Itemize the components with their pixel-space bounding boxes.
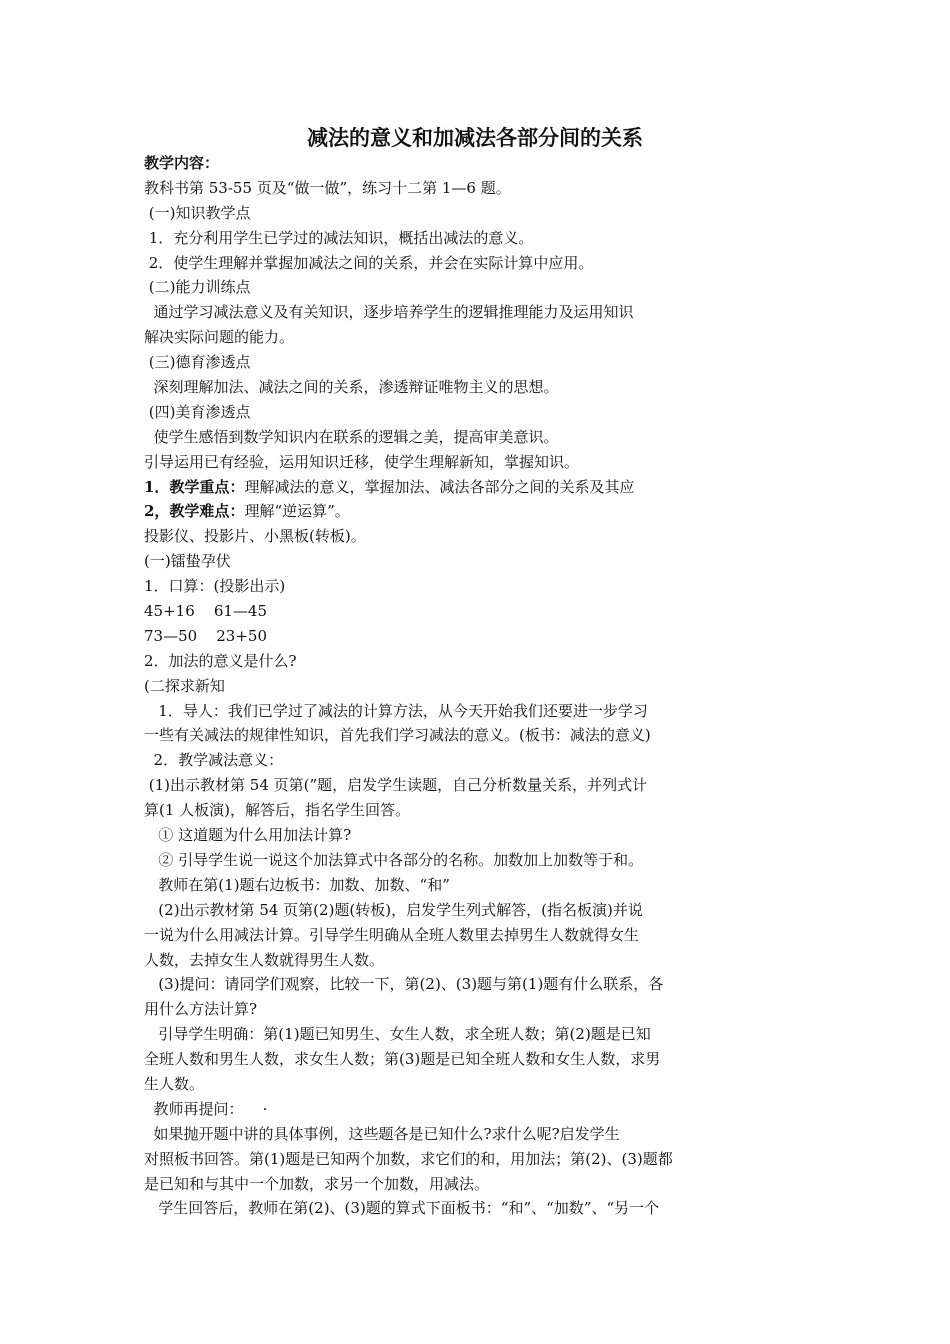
line-text: (2)出示教材第 54 页第(2)题(转板)，启发学生列式解答，(指名板演)并说 xyxy=(144,900,643,919)
text-line xyxy=(144,873,784,898)
text-line xyxy=(144,275,784,300)
text-line xyxy=(144,325,784,350)
line-text: 人数，去掉女生人数就得男生人数。 xyxy=(144,950,385,969)
text-line xyxy=(144,1097,784,1122)
line-text: 2．加法的意义是什么? xyxy=(144,651,297,670)
text-line xyxy=(144,1147,784,1172)
line-text: 教科书第 53-55 页及“做一做”，练习十二第 1—6 题。 xyxy=(144,178,511,197)
text-line xyxy=(144,1196,784,1221)
line-text: 算(1 人板演)，解答后，指名学生回答。 xyxy=(144,801,411,820)
line-text: 教师在第(1)题右边板书：加数、加数、“和” xyxy=(144,875,450,894)
text-line xyxy=(144,226,784,251)
line-text: 2．使学生理解并掌握加减法之间的关系，并会在实际计算中应用。 xyxy=(144,253,594,272)
line-text: 教师再提问： · xyxy=(144,1099,268,1118)
text-line xyxy=(144,599,784,624)
line-text: 用什么方法计算? xyxy=(144,1000,258,1019)
text-line xyxy=(144,997,784,1022)
text-line xyxy=(144,674,784,699)
line-text: (3)提问：请同学们观察，比较一下，第(2)、(3)题与第(1)题有什么联系，各 xyxy=(144,975,664,994)
text-line xyxy=(144,251,784,276)
line-text: (一)知识教学点 xyxy=(144,203,251,222)
text-line xyxy=(144,649,784,674)
line-text: ① 这道题为什么用加法计算? xyxy=(144,826,352,845)
line-text: 使学生感悟到数学知识内在联系的逻辑之美，提高审美意识。 xyxy=(144,427,559,446)
text-line xyxy=(144,151,784,176)
text-line xyxy=(144,798,784,823)
text-line xyxy=(144,475,784,500)
line-text: 一些有关减法的规律性知识，首先我们学习减法的意义。(板书：减法的意义) xyxy=(144,726,651,745)
line-text: 学生回答后，教师在第(2)、(3)题的算式下面板书：“和”、“加数”、“另一个 xyxy=(144,1199,660,1218)
line-text: 理解减法的意义，掌握加法、减法各部分之间的关系及其应 xyxy=(244,477,635,496)
text-line xyxy=(144,450,784,475)
line-text: ② 引导学生说一说这个加法算式中各部分的名称。加数加上加数等于和。 xyxy=(144,850,644,869)
line-text: 深刻理解加法、减法之间的关系，渗透辩证唯物主义的思想。 xyxy=(144,378,559,397)
line-text: (二)能力训练点 xyxy=(144,278,251,297)
text-line xyxy=(144,300,784,325)
text-line xyxy=(144,549,784,574)
line-text: 引导学生明确：第(1)题已知男生、女生人数，求全班人数；第(2)题是已知 xyxy=(144,1025,651,1044)
text-line xyxy=(144,425,784,450)
line-text: (四)美育渗透点 xyxy=(144,402,251,421)
line-text: 1．充分利用学生已学过的减法知识，概括出减法的意义。 xyxy=(144,228,534,247)
bold-label: 1．教学重点： xyxy=(144,477,245,496)
text-line xyxy=(144,350,784,375)
line-text: 是已知和与其中一个加数，求另一个加数，用减法。 xyxy=(144,1174,490,1193)
line-text: 生人数。 xyxy=(144,1074,205,1093)
line-text: 投影仪、投影片、小黑板(转板)。 xyxy=(144,527,366,546)
line-text: (三)德育渗透点 xyxy=(144,353,251,372)
document-title: 减法的意义和加减法各部分间的关系 xyxy=(307,125,643,150)
text-line xyxy=(144,723,784,748)
text-line xyxy=(144,1022,784,1047)
line-text: 1．导人：我们已学过了减法的计算方法，从今天开始我们还要进一步学习 xyxy=(144,701,648,720)
line-text: (1)出示教材第 54 页第(”题，启发学生读题，自己分析数量关系，并列式计 xyxy=(144,776,648,795)
line-text: 对照板书回答。第(1)题是已知两个加数，求它们的和，用加法；第(2)、(3)题都 xyxy=(144,1149,673,1168)
text-line xyxy=(144,848,784,873)
line-text: 解决实际问题的能力。 xyxy=(144,328,295,347)
text-line xyxy=(144,948,784,973)
text-line xyxy=(144,499,784,524)
text-line xyxy=(144,201,784,226)
text-line xyxy=(144,574,784,599)
text-line xyxy=(144,1047,784,1072)
text-line xyxy=(144,748,784,773)
line-text: 如果抛开题中讲的具体事例，这些题各是已知什么?求什么呢?启发学生 xyxy=(144,1124,620,1143)
text-line xyxy=(144,375,784,400)
document-body xyxy=(144,151,784,1221)
text-line xyxy=(144,898,784,923)
bold-label: 2，教学难点： xyxy=(144,502,245,521)
line-text: 通过学习减法意义及有关知识，逐步培养学生的逻辑推理能力及运用知识 xyxy=(144,303,634,322)
text-line xyxy=(144,699,784,724)
line-text: 引导运用已有经验，运用知识迁移，使学生理解新知，掌握知识。 xyxy=(144,452,580,471)
line-text: 1．口算：(投影出示) xyxy=(144,577,286,596)
text-line xyxy=(144,400,784,425)
line-text: 一说为什么用减法计算。引导学生明确从全班人数里去掉男生人数就得女生 xyxy=(144,925,640,944)
line-text: 全班人数和男生人数，求女生人数；第(3)题是已知全班人数和女生人数，求男 xyxy=(144,1050,661,1069)
text-line xyxy=(144,1072,784,1097)
line-text: 理解“逆运算”。 xyxy=(244,502,350,521)
text-line xyxy=(144,823,784,848)
text-line xyxy=(144,773,784,798)
text-line xyxy=(144,624,784,649)
text-line xyxy=(144,524,784,549)
text-line xyxy=(144,923,784,948)
line-text: (一)镭蛰孕伏 xyxy=(144,552,231,571)
line-text: (二探求新知 xyxy=(144,676,225,695)
text-line xyxy=(144,1172,784,1197)
line-text: 73—50 23+50 xyxy=(144,626,267,645)
text-line xyxy=(144,1122,784,1147)
text-line xyxy=(144,176,784,201)
line-text: 2．教学减法意义： xyxy=(144,751,284,770)
bold-label: 教学内容： xyxy=(144,154,220,172)
text-line xyxy=(144,972,784,997)
line-text: 45+16 61—45 xyxy=(144,602,267,621)
